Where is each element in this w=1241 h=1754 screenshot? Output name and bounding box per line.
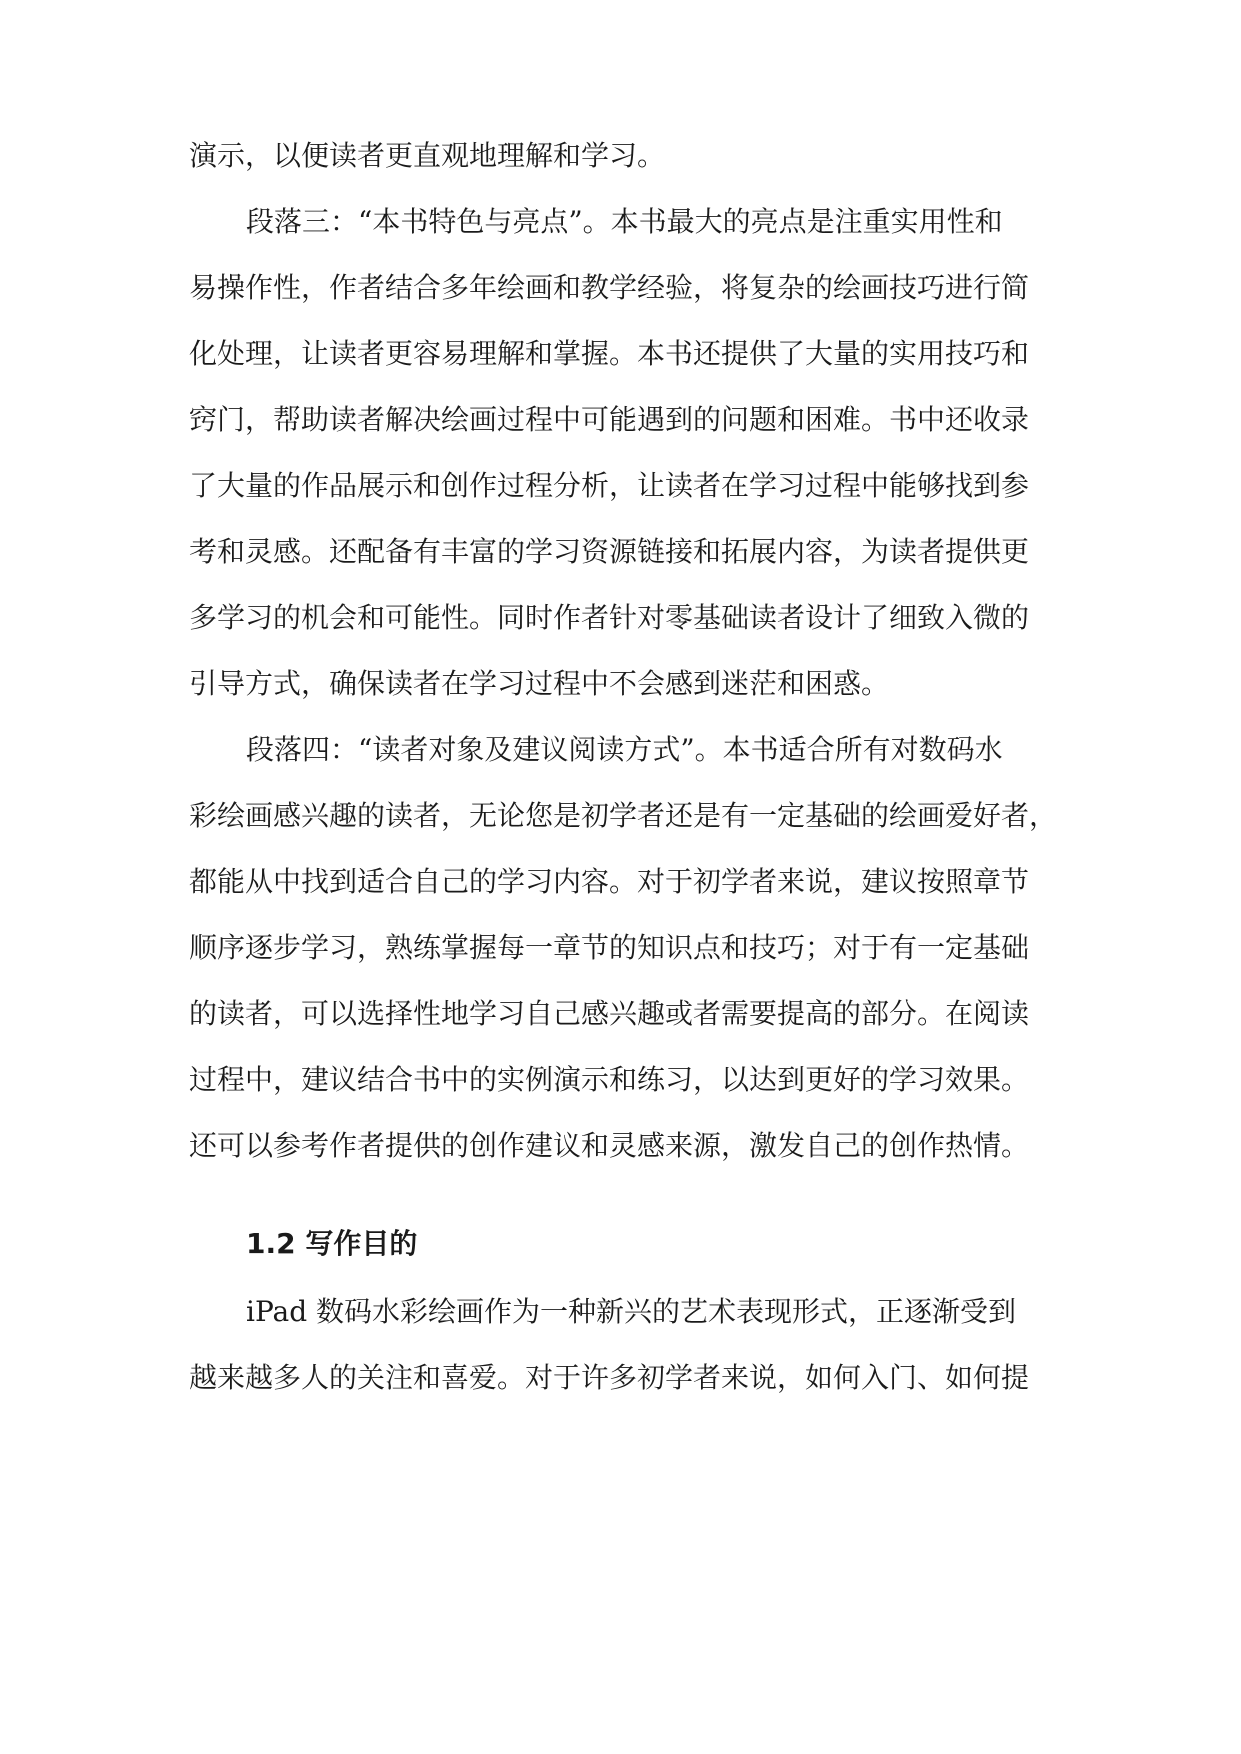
text-line: 引导方式，确保读者在学习过程中不会感到迷茫和困惑。: [189, 667, 890, 700]
section-paragraph-start: iPad 数码水彩绘画作为一种新兴的艺术表现形式，正逐渐受到: [246, 1295, 1017, 1328]
text-line: 化处理，让读者更容易理解和掌握。本书还提供了大量的实用技巧和: [189, 337, 1030, 370]
text-line: 了大量的作品展示和创作过程分析，让读者在学习过程中能够找到参: [189, 469, 1030, 502]
text-line: 多学习的机会和可能性。同时作者针对零基础读者设计了细致入微的: [189, 601, 1030, 634]
paragraph-4-start: 段落四：“读者对象及建议阅读方式”。本书适合所有对数码水: [246, 733, 1003, 766]
text-line: 彩绘画感兴趣的读者，无论您是初学者还是有一定基础的绘画爱好者，: [189, 799, 1058, 832]
paragraph-3-start: 段落三：“本书特色与亮点”。本书最大的亮点是注重实用性和: [246, 205, 1003, 238]
text-line: 过程中，建议结合书中的实例演示和练习，以达到更好的学习效果。: [189, 1063, 1030, 1096]
text-line: 还可以参考作者提供的创作建议和灵感来源，激发自己的创作热情。: [189, 1129, 1030, 1162]
text-line: 的读者，可以选择性地学习自己感兴趣或者需要提高的部分。在阅读: [189, 997, 1030, 1030]
section-heading: 1.2 写作目的: [246, 1227, 418, 1260]
text-line: 易操作性，作者结合多年绘画和教学经验，将复杂的绘画技巧进行简: [189, 271, 1030, 304]
text-line: 顺序逐步学习，熟练掌握每一章节的知识点和技巧；对于有一定基础: [189, 931, 1030, 964]
text-line: 考和灵感。还配备有丰富的学习资源链接和拓展内容，为读者提供更: [189, 535, 1030, 568]
text-line: 越来越多人的关注和喜爱。对于许多初学者来说，如何入门、如何提: [189, 1361, 1030, 1394]
text-line: 演示，以便读者更直观地理解和学习。: [189, 139, 666, 172]
text-line: 窍门，帮助读者解决绘画过程中可能遇到的问题和困难。书中还收录: [189, 403, 1030, 436]
text-line: 都能从中找到适合自己的学习内容。对于初学者来说，建议按照章节: [189, 865, 1030, 898]
